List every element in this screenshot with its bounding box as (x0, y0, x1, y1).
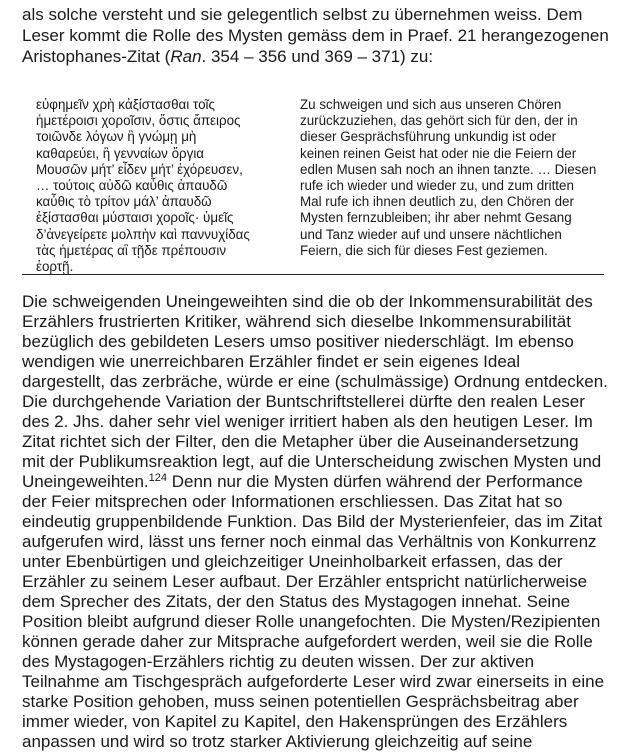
text-line: ἑορτῇ. (36, 258, 74, 274)
text-line: Mysten fernzubleiben; ihr aber nehmt Gesang (300, 210, 572, 226)
text-line: τοιῶνδε λόγων ἢ γνώμῃ μὴ (36, 129, 197, 145)
quote-divider (22, 274, 604, 275)
text-line: keinen reinen Geist hat oder nie die Feiern der (300, 145, 577, 161)
text-line: edlen Musen sah noch an ihnen tanzte. … Diesen (300, 161, 597, 177)
text-segment: Aristophanes-Zitat ( (22, 47, 171, 66)
text-line: mit der Publikumsreaktion legt, auf die Unterscheidung zwischen Mysten und (22, 452, 602, 471)
german-translation-column (300, 97, 596, 259)
text-line: und Tanz wieder auf und unsere nächtlichen (300, 226, 562, 242)
text-segment: Denn nur die Mysten dürfen während der Performance (167, 472, 583, 491)
text-line: rufe ich wieder und wieder zu, und zum dritten (300, 177, 574, 193)
text-line: Feiern, die sich für dieses Fest geziemen. (300, 242, 548, 258)
text-line: Mal rufe ich ihnen deutlich zu, den Chören der (300, 194, 574, 210)
text-line: anpassen und wird so trotz starker Aktivierung gleichzeitig auf seine (22, 732, 533, 751)
text-line: Μουσῶν μήτ’ εἶδεν μήτ’ ἐχόρευσεν, (36, 161, 243, 177)
text-line: δ’ἀνεγείρετε μολπὴν καὶ παννυχίδας (36, 226, 250, 242)
text-line: immer wieder, von Kapitel zu Kapitel, den Hakensprüngen des Erzählers (22, 712, 568, 731)
text-line: Die schweigenden Uneingeweihten sind die ob der Inkommensurabilität des (22, 292, 593, 311)
text-line: ἐξίστασθαι μύσταισι χοροῖς· ὑμεῖς (36, 210, 234, 226)
text-line: Erzählers frustrierten Kritiker, während sich dieselbe Inkommensurabilität (22, 312, 571, 331)
text-line (22, 46, 609, 67)
text-line: Position bleibt aufgrund dieser Rolle unangefochten. Die Mysten/Rezipienten (22, 612, 601, 631)
text-line: wendigen wie unerreichbaren Erzähler findet er sein eigenes Ideal (22, 352, 521, 371)
text-line: zurückzuziehen, das gehört sich für den, der in (300, 113, 578, 129)
text-line: Zitat richtet sich der Filter, den die Metapher über die Auseinandersetzung (22, 432, 579, 451)
text-line: können gerade daher zur Mitsprache aufgefordert werden, weil sie die Rolle (22, 632, 593, 651)
text-line: Zu schweigen und sich aus unseren Chören (300, 97, 562, 112)
text-line: bezüglich des gebildeten Lesers umso positiver niederschlägt. Im ebenso (22, 332, 574, 351)
text-line: τὰς ἡμετέρας αἳ τῇδε πρέπουσιν (36, 242, 227, 258)
text-line: eindeutig gruppenbildende Funktion. Das Bild der Mysterienfeier, das im Zitat (22, 512, 603, 531)
text-line: aufgerufen wird, lässt uns ferner noch einmal das Verhältnis von Konkurrenz (22, 532, 597, 551)
text-line: ἡμετέροισι χοροῖσιν, ὅστις ἄπειρος (36, 113, 241, 129)
text-line: καὖθις τὸ τρίτον μάλ’ ἀπαυδῶ (36, 194, 212, 210)
text-segment: . 354 – 356 und 369 – 371) zu: (201, 47, 434, 66)
text-line: dem Sprecher des Zitats, der den Status des Mystagogen innehat. Seine (22, 592, 571, 611)
text-line: καθαρεύει, ἢ γενναίων ὄργια (36, 145, 205, 161)
text-line: des 2. Jhs. daher sehr viel weniger irritiert haben als den heutigen Leser. Im (22, 412, 593, 431)
footnote-reference[interactable]: 124 (148, 472, 168, 484)
text-line: Erzähler zu seinem Leser aufbaut. Der Erzähler entspricht natürlicherweise (22, 572, 588, 591)
body-paragraph (22, 292, 608, 752)
work-title-ran: Ran (170, 47, 202, 66)
text-line: Die durchgehende Variation der Buntschriftstellerei dürfte den realen Leser (22, 392, 585, 411)
text-line: unter Ebenbürtigen und gleichzeitiger Uneinholbarkeit erfassen, das der (22, 552, 563, 571)
text-line: … τούτοις αὐδῶ καὖθις ἀπαυδῶ (36, 177, 228, 193)
text-line: als solche versteht und sie gelegentlich selbst zu übernehmen weiss. Dem (22, 5, 583, 24)
text-line: Teilnahme am Tischgespräch aufgeforderte Leser wird zwar einerseits in eine (22, 672, 605, 691)
text-segment: Uneingeweihten. (22, 472, 149, 491)
text-line: εὐφημεῖν χρὴ κἀξίστασθαι τοῖς (36, 97, 215, 112)
text-line: der Feier mitsprechen oder Informationen erschliessen. Das Zitat hat so (22, 492, 563, 511)
text-line: Leser kommt die Rolle des Mysten gemäss dem in Praef. 21 herangezogenen (22, 26, 609, 45)
text-line (22, 472, 608, 492)
text-line: dieser Gesprächsführung unkundig ist oder (300, 129, 557, 145)
text-line: dargestellt, das zerbräche, würde er eine (schulmässige) Ordnung entdecken. (22, 372, 608, 391)
text-line: des Mystagogen-Erzählers richtig zu deuten wissen. Der zur aktiven (22, 652, 535, 671)
greek-quote-column (36, 97, 250, 275)
text-line: starke Position gehoben, muss seinen potentiellen Gesprächsbeitrag aber (22, 692, 579, 711)
intro-paragraph (22, 4, 609, 67)
